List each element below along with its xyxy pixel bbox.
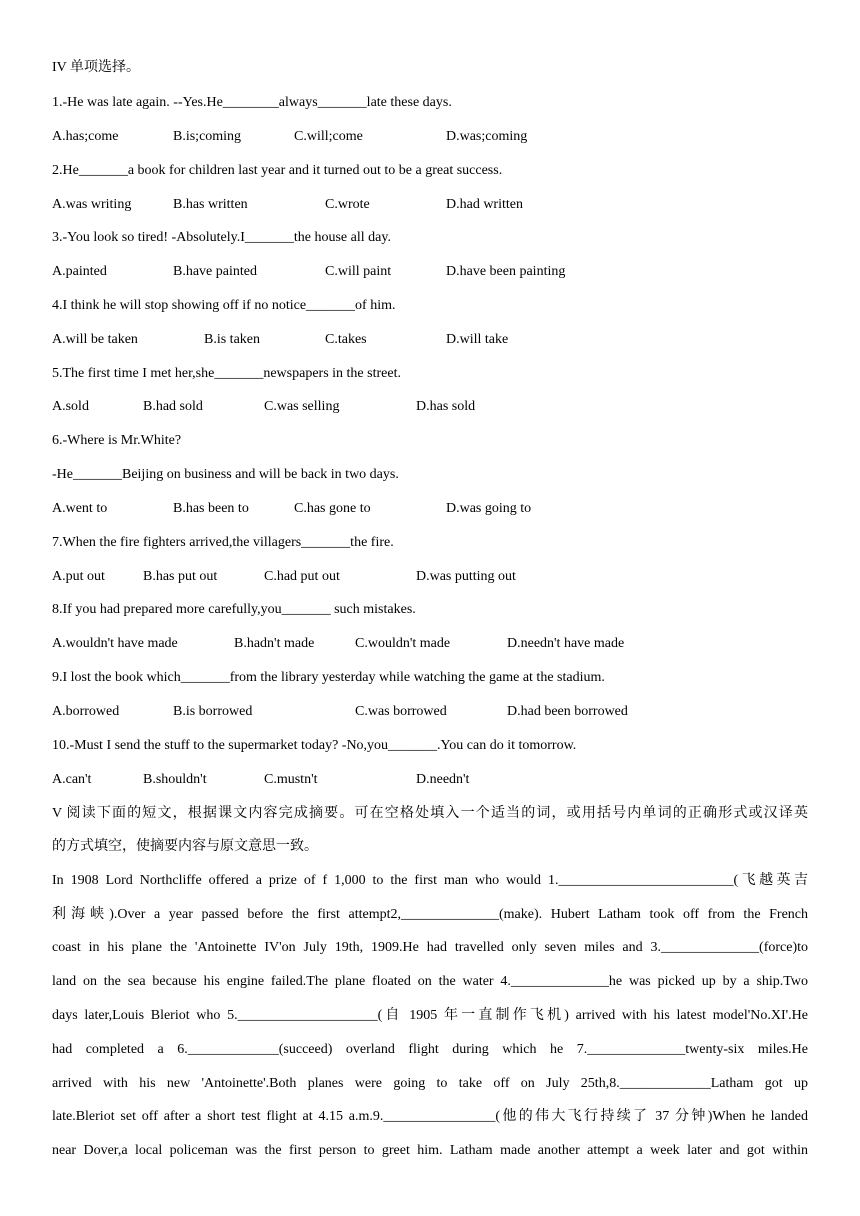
option-c: C.was borrowed <box>355 704 447 719</box>
question-stem: 6.-Where is Mr.White? <box>52 433 182 448</box>
question-stem: 1.-He was late again. --Yes.He________always_______late these days. <box>52 95 452 110</box>
instruction-line: V 阅读下面的短文，根据课文内容完成摘要。可在空格处填入一个适当的词，或用括号内单词的正确形式或汉译英 <box>52 806 808 821</box>
option-c: C.has gone to <box>294 501 371 516</box>
passage-line: In 1908 Lord Northcliffe offered a prize of f 1,000 to the first man who would 1._________________________(飞越英吉 <box>52 873 808 888</box>
passage-line: late.Bleriot set off after a short test flight at 4.15 a.m.9.________________(他的伟大飞行持续了 37 分钟)When he landed <box>52 1109 808 1124</box>
option-b: B.had sold <box>143 399 203 414</box>
option-a: A.has;come <box>52 129 119 144</box>
option-d: D.was going to <box>446 501 532 516</box>
passage-line: days later,Louis Bleriot who 5.____________________(自 1905 年一直制作飞机) arrived with his latest model'No.XI'.He <box>52 1008 808 1023</box>
instruction-line: 的方式填空，使摘要内容与原文意思一致。 <box>52 839 318 854</box>
option-a: A.went to <box>52 501 108 516</box>
option-b: B.has put out <box>143 569 218 584</box>
option-d: D.will take <box>446 332 509 347</box>
question-stem-continued: -He_______Beijing on business and will be back in two days. <box>52 467 399 482</box>
option-d: D.have been painting <box>446 264 566 279</box>
option-d: D.was;coming <box>446 129 528 144</box>
option-a: A.put out <box>52 569 105 584</box>
option-d: D.has sold <box>416 399 476 414</box>
option-a: A.sold <box>52 399 89 414</box>
question-stem: 3.-You look so tired! -Absolutely.I_______the house all day. <box>52 230 391 245</box>
option-b: B.has been to <box>173 501 249 516</box>
option-c: C.had put out <box>264 569 340 584</box>
question-stem: 10.-Must I send the stuff to the supermarket today? -No,you_______.You can do it tomorrow. <box>52 738 577 753</box>
option-b: B.hadn't made <box>234 636 315 651</box>
question-stem: 5.The first time I met her,she_______newspapers in the street. <box>52 366 401 381</box>
question-stem: 9.I lost the book which_______from the library yesterday while watching the game at the stadium. <box>52 670 605 685</box>
option-c: C.mustn't <box>264 772 318 787</box>
passage-line: coast in his plane the 'Antoinette IV'on July 19th, 1909.He had travelled only seven miles and 3.______________(force)to <box>52 940 808 955</box>
option-a: A.painted <box>52 264 107 279</box>
option-c: C.takes <box>325 332 367 347</box>
question-stem: 7.When the fire fighters arrived,the villagers_______the fire. <box>52 535 394 550</box>
passage-line: land on the sea because his engine failed.The plane floated on the water 4.______________he was picked up by a ship.Two <box>52 974 808 989</box>
question-stem: 4.I think he will stop showing off if no notice_______of him. <box>52 298 396 313</box>
option-a: A.can't <box>52 772 92 787</box>
section-heading: IV 单项选择。 <box>52 60 141 75</box>
option-d: D.needn't have made <box>507 636 625 651</box>
option-c: C.will paint <box>325 264 392 279</box>
question-stem: 2.He_______a book for children last year and it turned out to be a great success. <box>52 163 503 178</box>
passage-line: arrived with his new 'Antoinette'.Both planes were going to take off on July 25th,8._____________Latham got up <box>52 1076 808 1091</box>
option-b: B.is taken <box>204 332 260 347</box>
option-d: D.needn't <box>416 772 470 787</box>
option-c: C.wrote <box>325 197 370 212</box>
option-c: C.was selling <box>264 399 340 414</box>
passage-line: 利海峡).Over a year passed before the first attempt2,______________(make). Hubert Latham took off from the French <box>52 907 808 922</box>
option-c: C.wouldn't made <box>355 636 451 651</box>
option-b: B.have painted <box>173 264 257 279</box>
option-c: C.will;come <box>294 129 363 144</box>
option-a: A.wouldn't have made <box>52 636 178 651</box>
option-a: A.will be taken <box>52 332 138 347</box>
option-b: B.is borrowed <box>173 704 253 719</box>
option-d: D.was putting out <box>416 569 516 584</box>
option-b: B.has written <box>173 197 248 212</box>
option-a: A.borrowed <box>52 704 120 719</box>
option-a: A.was writing <box>52 197 132 212</box>
option-d: D.had written <box>446 197 523 212</box>
passage-line: near Dover,a local policeman was the first person to greet him. Latham made another attempt a week later and got within <box>52 1143 808 1158</box>
option-b: B.is;coming <box>173 129 242 144</box>
option-d: D.had been borrowed <box>507 704 628 719</box>
option-b: B.shouldn't <box>143 772 207 787</box>
passage-line: had completed a 6._____________(succeed) overland flight during which he 7.______________twenty-six miles.He <box>52 1042 808 1057</box>
question-stem: 8.If you had prepared more carefully,you_______ such mistakes. <box>52 602 416 617</box>
